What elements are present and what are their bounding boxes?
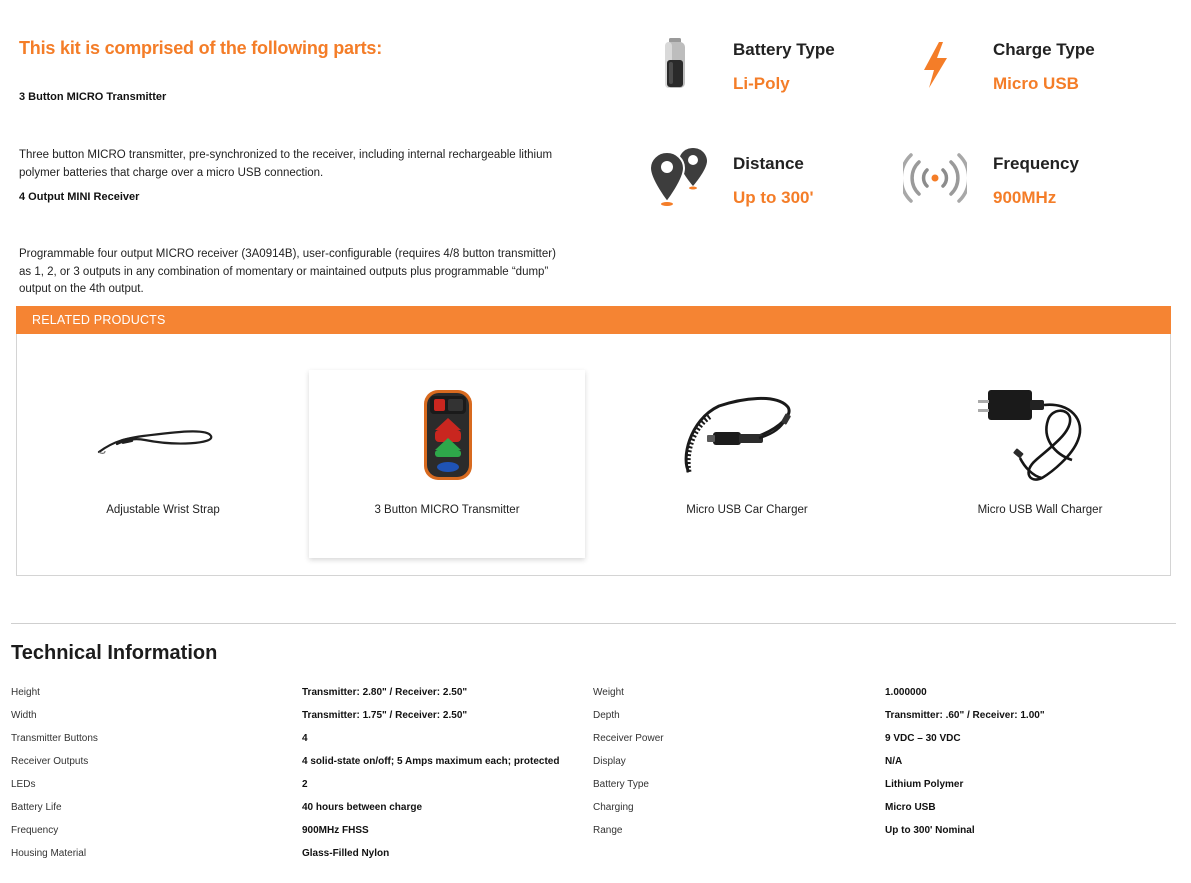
- part-name-receiver: 4 Output MINI Receiver: [19, 191, 140, 203]
- spec-label-frequency: Frequency: [993, 154, 1079, 173]
- table-row: [11, 824, 1176, 847]
- spec-value: 9 VDC – 30 VDC: [885, 733, 961, 744]
- spec-label-charge-type: Charge Type: [993, 40, 1095, 59]
- spec-value: 4: [302, 733, 308, 744]
- spec-value: Transmitter: 1.75" / Receiver: 2.50": [302, 710, 468, 721]
- spec-value: Transmitter: 2.80" / Receiver: 2.50": [302, 687, 468, 698]
- product-card-car-charger[interactable]: [609, 370, 885, 558]
- spec-label: Frequency: [11, 825, 59, 836]
- spec-label: Weight: [593, 687, 624, 698]
- product-name-wrist-strap[interactable]: Adjustable Wrist Strap: [106, 504, 220, 516]
- spec-value: 2: [302, 779, 308, 790]
- table-row: [11, 709, 1176, 732]
- part-description-receiver: Programmable four output MICRO receiver (3A0914B), user-configurable (requires 4/8 button transmitter) as 1, 2, or 3 outputs in any combination of momentary or maintained outputs plus programmable “dump” output on the 4th output.: [19, 248, 556, 295]
- spec-value: Transmitter: .60" / Receiver: 1.00": [885, 710, 1045, 721]
- wall-charger-image[interactable]: [902, 380, 1178, 490]
- spec-value: N/A: [885, 756, 903, 767]
- spec-label: Range: [593, 825, 623, 836]
- lightning-icon: [907, 38, 963, 102]
- car-charger-image[interactable]: [609, 380, 885, 490]
- product-name-transmitter[interactable]: 3 Button MICRO Transmitter: [374, 504, 520, 516]
- spec-label: LEDs: [11, 779, 36, 790]
- part-description-transmitter: Three button MICRO transmitter, pre-synchronized to the receiver, including internal rechargeable lithium polymer batteries that charge over a micro USB connection.: [19, 149, 553, 179]
- spec-value: 4 solid-state on/off; 5 Amps maximum each; protected: [302, 756, 560, 767]
- signal-icon: [903, 148, 967, 212]
- spec-label: Battery Type: [593, 779, 649, 790]
- spec-label: Receiver Power: [593, 733, 664, 744]
- table-row: [11, 732, 1176, 755]
- spec-value: Micro USB: [885, 802, 936, 813]
- transmitter-image[interactable]: [309, 380, 585, 490]
- table-row: [11, 755, 1176, 778]
- wrist-strap-image[interactable]: [25, 380, 301, 490]
- product-card-wall-charger[interactable]: [902, 370, 1178, 558]
- spec-value-battery-type: Li-Poly: [733, 74, 790, 93]
- spec-label: Battery Life: [11, 802, 62, 813]
- map-pin-icon: [645, 146, 711, 210]
- spec-value-charge-type: Micro USB: [993, 74, 1079, 93]
- spec-value: Glass-Filled Nylon: [302, 848, 390, 859]
- spec-label: Transmitter Buttons: [11, 733, 98, 744]
- technical-specs-table: [11, 686, 1176, 870]
- product-name-car-charger[interactable]: Micro USB Car Charger: [686, 504, 808, 516]
- table-row: [11, 847, 1176, 870]
- spec-value: Lithium Polymer: [885, 779, 964, 790]
- spec-label: Display: [593, 756, 626, 767]
- kit-title: This kit is comprised of the following parts:: [19, 38, 383, 58]
- spec-value: 40 hours between charge: [302, 802, 423, 813]
- spec-value-frequency: 900MHz: [993, 188, 1057, 207]
- spec-label-battery-type: Battery Type: [733, 40, 835, 59]
- product-card-wrist-strap[interactable]: [25, 370, 301, 558]
- spec-value: 900MHz FHSS: [302, 825, 369, 836]
- related-products-header: RELATED PRODUCTS: [16, 306, 1171, 334]
- technical-information-title: Technical Information: [11, 642, 218, 664]
- spec-label: Housing Material: [11, 848, 87, 859]
- spec-value: 1.000000: [885, 687, 927, 698]
- product-card-transmitter[interactable]: [309, 370, 585, 558]
- table-row: [11, 686, 1176, 709]
- spec-label-distance: Distance: [733, 154, 804, 173]
- spec-value-distance: Up to 300': [733, 188, 814, 207]
- section-divider: [11, 623, 1176, 624]
- spec-label: Height: [11, 687, 40, 698]
- product-name-wall-charger[interactable]: Micro USB Wall Charger: [977, 504, 1103, 516]
- spec-label: Depth: [593, 710, 620, 721]
- table-row: [11, 801, 1176, 824]
- table-row: [11, 778, 1176, 801]
- battery-icon: [647, 36, 703, 100]
- spec-label: Charging: [593, 802, 634, 813]
- spec-value: Up to 300' Nominal: [885, 825, 975, 836]
- part-name-transmitter: 3 Button MICRO Transmitter: [19, 91, 167, 103]
- spec-label: Width: [11, 710, 37, 721]
- spec-label: Receiver Outputs: [11, 756, 89, 767]
